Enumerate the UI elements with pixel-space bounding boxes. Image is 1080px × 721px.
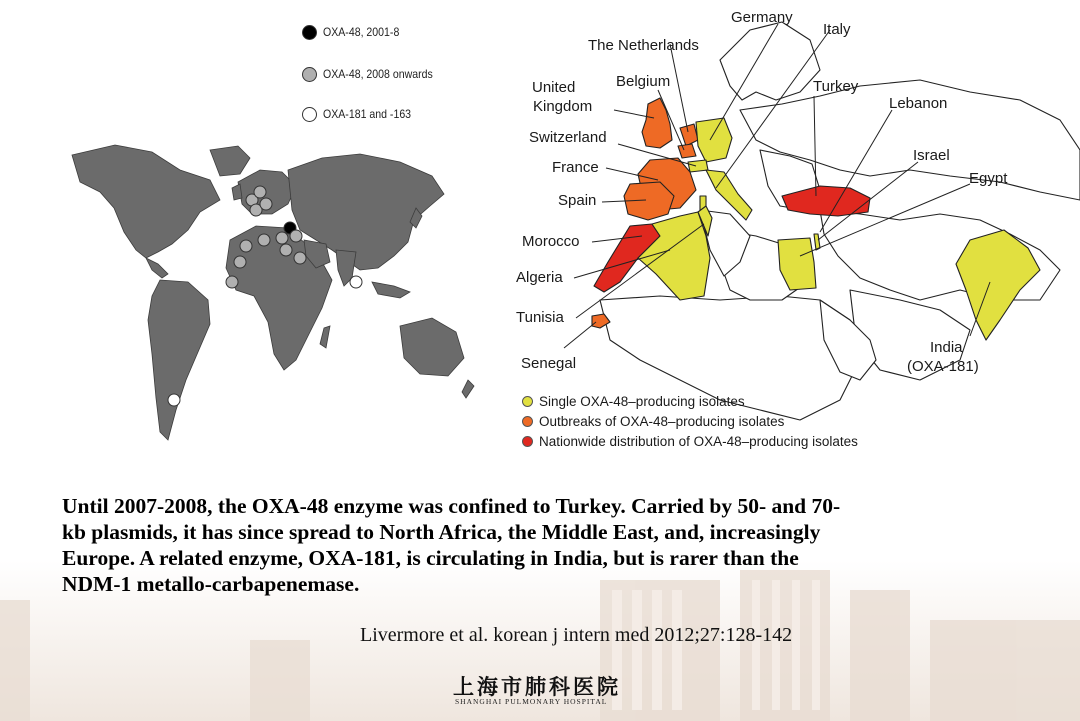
label-lebanon: Lebanon: [889, 95, 948, 112]
marker-white: [168, 394, 180, 406]
world-legend-item: [302, 21, 410, 43]
marker-gray: [240, 240, 252, 252]
label-senegal: Senegal: [521, 355, 577, 372]
label-israel: Israel: [913, 147, 950, 164]
marker-white: [350, 276, 362, 288]
label-netherlands: The Netherlands: [588, 37, 699, 54]
greenland: [210, 146, 250, 176]
marker-gray: [260, 198, 272, 210]
marker-gray: [294, 252, 306, 264]
world-legend-label: OXA-48, 2008 onwards: [323, 67, 433, 81]
australia: [400, 318, 464, 376]
label-switzerland: Switzerland: [529, 129, 607, 146]
legend-gray-dot-icon: [302, 67, 317, 82]
legend-label: Outbreaks of OXA-48–producing isolates: [539, 413, 785, 429]
south-america: [148, 280, 210, 440]
netherlands-outbreak: [680, 124, 698, 146]
north-america: [72, 145, 220, 258]
summary-line: Until 2007-2008, the OXA-48 enzyme was confined to Turkey. Carried by 50- and 70-: [62, 494, 841, 518]
marker-gray: [226, 276, 238, 288]
indonesia: [372, 282, 410, 298]
world-legend-item: [302, 63, 448, 85]
legend-label: Nationwide distribution of OXA-48–producing isolates: [539, 433, 858, 449]
madagascar: [320, 326, 330, 348]
marker-gray: [258, 234, 270, 246]
label-india-oxa181: (OXA-181): [907, 358, 979, 375]
uk-outbreak: [642, 98, 672, 148]
switzerland-single: [688, 160, 708, 172]
legend-white-dot-icon: [302, 107, 317, 122]
marker-gray: [254, 186, 266, 198]
label-tunisia: Tunisia: [516, 309, 564, 326]
scandinavia: [720, 22, 820, 100]
map-legend-nationwide: [522, 432, 858, 450]
label-italy: Italy: [823, 21, 851, 38]
summary-line: kb plasmids, it has since spread to North Africa, the Middle East, and, increasingly: [62, 520, 821, 544]
legend-label: Single OXA-48–producing isolates: [539, 393, 745, 409]
world-landmasses: [72, 145, 474, 440]
label-india: India: [930, 339, 963, 356]
summary-line: Europe. A related enzyme, OXA-181, is circulating in India, but is rarer than the: [62, 546, 799, 570]
summary-paragraph: [62, 493, 1042, 597]
marker-gray: [234, 256, 246, 268]
marker-gray: [290, 230, 302, 242]
label-spain: Spain: [558, 192, 597, 209]
legend-red-swatch-icon: [522, 436, 533, 447]
marker-gray: [280, 244, 292, 256]
label-belgium: Belgium: [616, 73, 671, 90]
label-kingdom: Kingdom: [533, 98, 593, 115]
label-turkey: Turkey: [813, 78, 859, 95]
map-legend-single: [522, 392, 745, 410]
map-legend-outbreaks: [522, 412, 784, 430]
legend-yellow-swatch-icon: [522, 396, 533, 407]
label-united: United: [532, 79, 576, 96]
citation: Livermore et al. korean j intern med 2012;27:128-142: [360, 624, 793, 646]
label-france: France: [552, 159, 599, 176]
label-germany: Germany: [731, 9, 793, 26]
legend-black-dot-icon: [302, 25, 317, 40]
summary-line: NDM-1 metallo-carbapenemase.: [62, 572, 360, 596]
world-legend-item: [302, 103, 423, 125]
hospital-logo-english: SHANGHAI PULMONARY HOSPITAL: [455, 697, 608, 706]
belgium-outbreak: [678, 144, 696, 158]
uk: [232, 184, 242, 200]
world-map: [60, 140, 480, 460]
legend-orange-swatch-icon: [522, 416, 533, 427]
europe-middle-east-map: [520, 0, 1080, 460]
germany-single: [696, 118, 732, 162]
label-egypt: Egypt: [969, 170, 1008, 187]
world-legend-label: OXA-48, 2001-8: [323, 25, 400, 39]
new-zealand: [462, 380, 474, 398]
world-legend-label: OXA-181 and -163: [323, 107, 412, 121]
marker-gray: [276, 232, 288, 244]
label-algeria: Algeria: [516, 269, 563, 286]
label-morocco: Morocco: [522, 233, 580, 250]
hospital-logo-chinese: 上海市肺科医院: [453, 674, 621, 699]
central-america: [146, 258, 168, 278]
